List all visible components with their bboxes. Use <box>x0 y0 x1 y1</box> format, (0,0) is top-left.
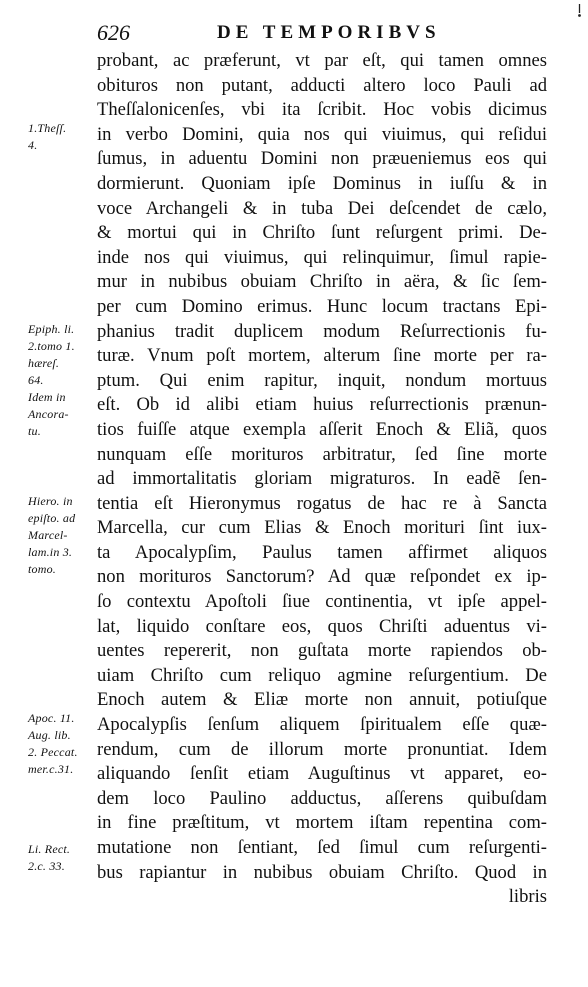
page-number: 626 <box>97 20 130 45</box>
text-line: tios fuiſſe atque exempla aſſerit Enoch & Eliã, quos <box>97 418 547 440</box>
text-line: Enoch autem & Eliæ morte non annuit, potiuſque <box>97 689 547 711</box>
text-line: nunquam eſſe morituros arbitratur, ſed ſine morte <box>97 443 547 465</box>
catchword: libris <box>508 886 547 908</box>
margin-note: Apoc. 11. Aug. lib. 2. Peccat. mer.c.31. <box>28 711 78 776</box>
text-line: Apocalypſis ſenſum aliquem ſpiritualem eſſe quæ- <box>97 714 547 736</box>
corner-mark-icon <box>577 4 582 18</box>
text-line: ſumus, in aduentu Domini non præueniemus eos qui <box>97 148 547 170</box>
running-head: DE TEMPORIBVS <box>217 22 441 43</box>
text-line: non morituros Sanctorum? Ad quæ reſpondet ex ip- <box>97 566 547 588</box>
text-line: ſo contextu Apoſtoli ſiue continentia, vt ipſe appel- <box>97 591 547 613</box>
text-line: uentes repererit, non guſtata morte rapiendos ob- <box>97 640 547 662</box>
text-line: eſt. Ob id alibi etiam huius reſurrectionis prænun- <box>97 394 547 416</box>
margin-note: Li. Rect. 2.c. 33. <box>28 842 71 873</box>
text-line: turæ. Vnum poſt mortem, alterum ſine morte per ra- <box>97 345 547 367</box>
text-line: ta Apocalypſim, Paulus tamen affirmet aliquos <box>97 541 547 563</box>
text-line: Theſſalonicenſes, vbi ita ſcribit. Hoc vobis dicimus <box>97 99 547 121</box>
text-line: obituros non putant, adducti altero loco Pauli ad <box>97 74 547 96</box>
text-line: voce Archangeli & in tuba Dei deſcendet de cælo, <box>97 197 547 219</box>
margin-note: Hiero. in epiſto. ad Marcel- lam.in 3. tomo. <box>28 494 76 576</box>
page-header <box>97 20 547 50</box>
text-line: bus rapiantur in nubibus obuiam Chriſto. Quod in <box>97 861 547 883</box>
text-line: dormierunt. Quoniam ipſe Dominus in iuſſu & in <box>97 172 547 194</box>
text-line: mur in nubibus obuiam Chriſto in aëra, & ſic ſem- <box>97 271 547 293</box>
text-line: dem loco Paulino adductus, aſſerens quibuſdam <box>97 787 547 809</box>
text-line: lat, liquido conſtare eos, quos Chriſti aduentus vi- <box>97 615 547 637</box>
text-line: inde nos qui viuimus, qui relinquimur, ſimul rapie- <box>97 246 547 268</box>
text-line: uiam Chriſto cum reliquo agmine reſurgentium. De <box>97 664 547 686</box>
body-text <box>97 49 547 910</box>
margin-note: Epiph. li. 2.tomo 1. hæreſ. 64. Idem in Ancora- tu. <box>28 322 75 438</box>
text-line: rendum, cum de illorum morte pronuntiat. Idem <box>97 738 547 760</box>
text-line: Marcella, cur cum Elias & Enoch morituri ſint iux- <box>97 517 547 539</box>
text-line: ad immortalitatis gloriam migraturos. In eadẽ ſen- <box>97 468 547 490</box>
text-line: per cum Domino erimus. Hunc locum tractans Epi- <box>97 295 547 317</box>
text-line: & mortui qui in Chriſto ſunt reſurgent primi. De- <box>97 222 547 244</box>
margin-note: 1.Theſſ. 4. <box>28 121 67 152</box>
text-line: phanius tradit duplicem modum Reſurrectionis fu- <box>97 320 547 342</box>
text-line: in verbo Domini, quia nos qui viuimus, qui reſidui <box>97 123 547 145</box>
text-line: probant, ac præferunt, vt par eſt, qui tamen omnes <box>97 50 547 71</box>
text-line: mutatione non ſentiant, ſed ſimul cum reſurgenti- <box>97 837 547 858</box>
text-line: tentia eſt Hieronymus rogatus de hac re à Sancta <box>97 492 547 514</box>
text-line: in fine præſtitum, vt mortem iſtam repentina com- <box>97 812 547 834</box>
text-line: aliquando ſenſit etiam Auguſtinus vt apparet, eo- <box>97 763 547 785</box>
text-line: ptum. Qui enim rapitur, inquit, nondum mortuus <box>97 369 547 391</box>
